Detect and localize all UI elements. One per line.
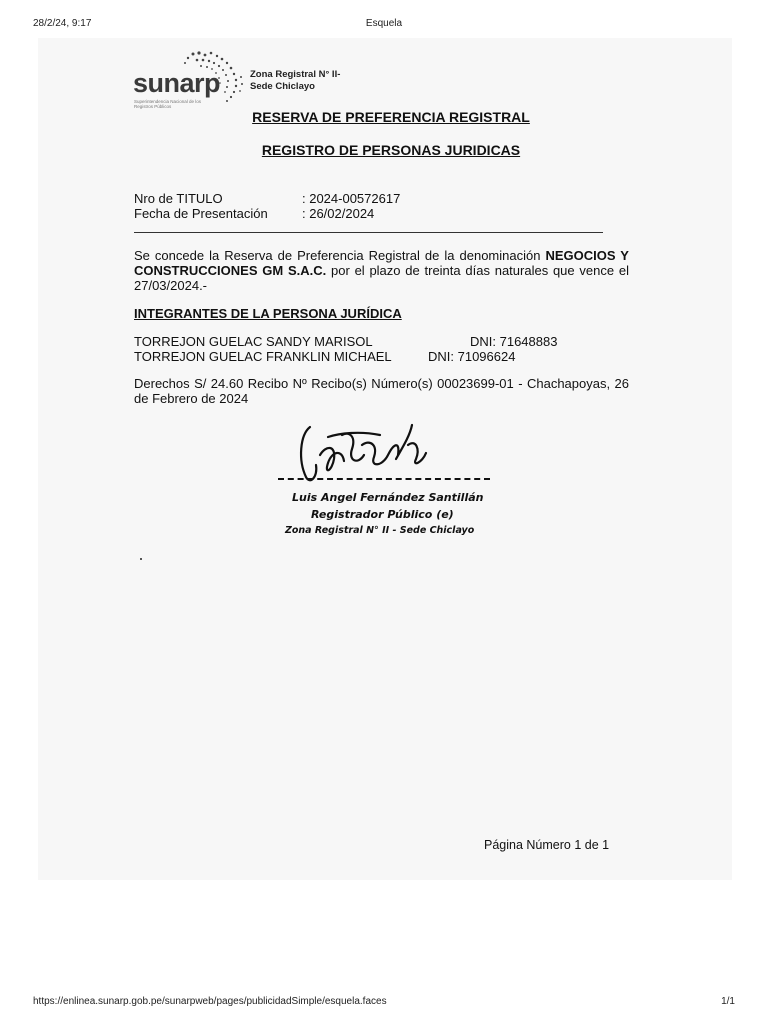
member-dni: DNI: 71648883: [470, 334, 558, 349]
fecha-label: Fecha de Presentación: [134, 206, 268, 221]
signer-role: Registrador Público (e): [311, 508, 454, 521]
member-name: TORREJON GUELAC SANDY MARISOL: [134, 334, 373, 349]
zona-line-1: Zona Registral N° II-: [250, 69, 341, 80]
titulo-label: Nro de TITULO: [134, 191, 223, 206]
document-subtitle: REGISTRO DE PERSONAS JURIDICAS: [261, 142, 521, 158]
print-page-count: 1/1: [721, 996, 735, 1007]
separator-line: [134, 232, 603, 233]
signer-office: Zona Registral N° II - Sede Chiclayo: [285, 525, 475, 536]
member-row: [134, 349, 516, 364]
fees-paragraph: Derechos S/ 24.60 Recibo Nº Recibo(s) Número(s) 00023699-01 - Chachapoyas, 26 de Febrero de 2024: [134, 376, 629, 406]
signature-dash-line: [278, 478, 490, 480]
fecha-field: [134, 206, 375, 221]
titulo-field: [134, 191, 401, 206]
sunarp-tagline: Superintendencia Nacional de los Registros Públicos: [134, 99, 202, 109]
sunarp-logo: [133, 50, 363, 110]
members-title: INTEGRANTES DE LA PERSONA JURÍDICA: [134, 306, 402, 321]
signer-name: Luis Angel Fernández Santillán: [292, 491, 484, 504]
member-row: [134, 334, 558, 349]
concession-paragraph: [134, 248, 629, 293]
page-number: Página Número 1 de 1: [484, 838, 610, 852]
zona-line-2: Sede Chiclayo: [250, 81, 315, 92]
concession-text-2: por el plazo de treinta días naturales que vence el 27/03/2024.-: [134, 263, 629, 293]
print-url: https://enlinea.sunarp.gob.pe/sunarpweb/pages/publicidadSimple/esquela.faces: [33, 996, 387, 1007]
concession-text-1: Se concede la Reserva de Preferencia Registral de la denominación: [134, 248, 541, 263]
member-name: TORREJON GUELAC FRANKLIN MICHAEL: [134, 349, 392, 364]
titulo-value: : 2024-00572617: [302, 191, 401, 206]
member-dni: DNI: 71096624: [428, 349, 516, 364]
stray-dot: [140, 558, 142, 560]
company-name: NEGOCIOS Y CONSTRUCCIONES GM S.A.C.: [134, 248, 629, 278]
document-title: RESERVA DE PREFERENCIA REGISTRAL: [252, 109, 530, 125]
fecha-value: : 26/02/2024: [302, 206, 375, 221]
print-page-title: Esquela: [365, 18, 403, 29]
sunarp-wordmark: sunarp: [133, 68, 221, 98]
zona-registral: [250, 69, 340, 93]
print-datetime: 28/2/24, 9:17: [33, 18, 92, 29]
